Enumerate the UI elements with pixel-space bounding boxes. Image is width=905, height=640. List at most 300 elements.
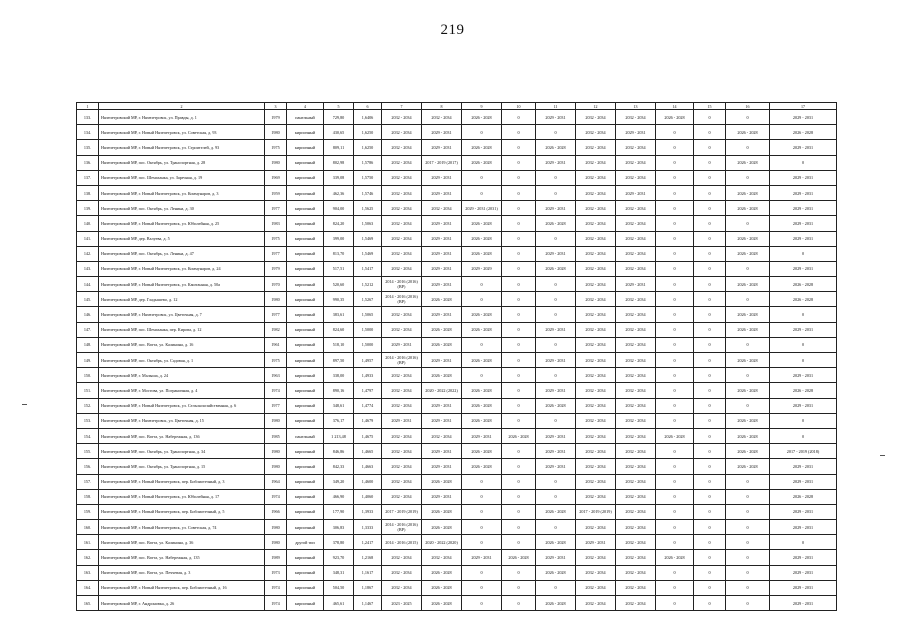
table-cell: 0	[656, 368, 694, 383]
table-cell: 2032 - 2034	[616, 520, 656, 535]
row-number-cell: 154.	[77, 428, 99, 443]
table-cell: кирпичный	[287, 155, 324, 170]
table-row	[77, 261, 837, 276]
table-cell: 0	[536, 368, 576, 383]
table-cell: 1975	[265, 353, 287, 368]
table-cell: кирпичный	[287, 216, 324, 231]
row-number-cell: 137.	[77, 170, 99, 185]
table-cell: 2029 - 2031	[770, 459, 837, 474]
table-cell: 2029 - 2031	[770, 216, 837, 231]
table-cell: 2032 - 2034	[576, 353, 616, 368]
table-cell: 2026 - 2028	[462, 444, 502, 459]
table-cell: 2032 - 2034	[616, 383, 656, 398]
table-cell: 2026 - 2028	[462, 307, 502, 322]
table-cell: 2032 - 2034	[616, 580, 656, 595]
table-cell: 2029 - 2029	[462, 261, 502, 276]
address-cell: Нязепетровский МР, г. Новый Нязепетровск, пер. Библиотечный, д. 16	[99, 580, 265, 595]
table-cell: 2032 - 2034	[616, 170, 656, 185]
table-cell: 0	[656, 261, 694, 276]
table-cell: 2014 - 2016 (2016)(ВР)	[382, 353, 422, 368]
table-cell: 842,33	[324, 459, 354, 474]
column-number-4: 4	[287, 103, 324, 110]
column-number-10: 10	[502, 103, 536, 110]
table-cell: 1977	[265, 246, 287, 261]
table-row	[77, 216, 837, 231]
table-cell: 0	[694, 459, 726, 474]
table-cell: 0	[502, 535, 536, 550]
row-number-cell: 145.	[77, 292, 99, 307]
address-cell: Нязепетровский МР, г. Малыша, д. 24	[99, 368, 265, 383]
table-cell: 2026 - 2028	[462, 231, 502, 246]
table-cell: 0	[694, 383, 726, 398]
table-cell: 2032 - 2034	[616, 110, 656, 125]
table-cell: 1,4797	[354, 383, 382, 398]
table-cell: 2026 - 2028	[770, 125, 837, 140]
table-cell: 0	[502, 261, 536, 276]
table-cell: кирпичный	[287, 261, 324, 276]
table-cell: 177,90	[324, 504, 354, 519]
table-cell: 2026 - 2028	[726, 185, 770, 200]
table-cell: 2029 - 2031	[770, 565, 837, 580]
table-cell: 1977	[265, 398, 287, 413]
table-cell: 518,10	[324, 337, 354, 352]
table-cell: 2026 - 2028	[536, 596, 576, 611]
table-cell: 2029 - 2031	[422, 398, 462, 413]
table-cell: 2026 - 2028	[422, 580, 462, 595]
table-cell: 2029 - 2031	[422, 231, 462, 246]
table-cell: 1966	[265, 504, 287, 519]
table-row	[77, 535, 837, 550]
table-cell: 1969	[265, 170, 287, 185]
table-cell: 2029 - 2031	[536, 322, 576, 337]
row-number-cell: 147.	[77, 322, 99, 337]
table-cell: 2032 - 2034	[616, 155, 656, 170]
column-number-8: 8	[422, 103, 462, 110]
table-cell: 0	[656, 246, 694, 261]
table-cell: 2032 - 2034	[576, 201, 616, 216]
table-cell: 1,2168	[354, 550, 382, 565]
address-cell: Нязепетровский МР, пос. Октябрь, ул. Ленина, д. 47	[99, 246, 265, 261]
address-cell: Нязепетровский МР, г. Новый Нязепетровск, ул. Каштанная, д. 50а	[99, 277, 265, 292]
table-cell: кирпичный	[287, 170, 324, 185]
table-cell: 1,2417	[354, 535, 382, 550]
table-cell: 2032 - 2034	[382, 459, 422, 474]
table-cell: 0	[536, 520, 576, 535]
table-cell: 0	[726, 261, 770, 276]
row-number-cell: 141.	[77, 231, 99, 246]
table-cell: 1,5746	[354, 185, 382, 200]
row-number-cell: 161.	[77, 535, 99, 550]
table-cell: 348,31	[324, 565, 354, 580]
row-number-cell: 139.	[77, 201, 99, 216]
table-cell: 2032 - 2034	[616, 140, 656, 155]
table-cell: 0	[502, 216, 536, 231]
column-number-3: 3	[265, 103, 287, 110]
table-cell: 0	[536, 125, 576, 140]
table-cell: 0	[694, 292, 726, 307]
table-cell: кирпичный	[287, 201, 324, 216]
margin-mark	[880, 455, 885, 456]
table-cell: 2029 - 2031	[770, 140, 837, 155]
table-cell: 1,5417	[354, 261, 382, 276]
table-row	[77, 246, 837, 261]
table-cell: 2026 - 2028	[462, 155, 502, 170]
table-cell: 2026 - 2028	[726, 201, 770, 216]
table-row	[77, 474, 837, 489]
table-cell: 517,51	[324, 261, 354, 276]
table-cell: 1964	[265, 474, 287, 489]
table-cell: 0	[502, 155, 536, 170]
table-cell: 349,20	[324, 474, 354, 489]
table-cell: 2032 - 2034	[382, 550, 422, 565]
table-cell: 0	[502, 444, 536, 459]
table-cell: 0	[694, 140, 726, 155]
table-cell: 2029 - 2031	[770, 550, 837, 565]
table-cell: 0	[656, 489, 694, 504]
address-cell: Нязепетровский МР, г. Нязепетровск, ул. Правды, д. 1	[99, 110, 265, 125]
table-cell: 0	[694, 307, 726, 322]
table-cell: 2026 - 2028	[422, 292, 462, 307]
table-cell: кирпичный	[287, 504, 324, 519]
table-row	[77, 353, 837, 368]
table-cell: кирпичный	[287, 444, 324, 459]
table-cell: 2032 - 2034	[616, 398, 656, 413]
table-cell: 0	[462, 489, 502, 504]
address-cell: Нязепетровский МР, пос. Шемаханка, пер. Кирова, д. 12	[99, 322, 265, 337]
address-cell: Нязепетровский МР, г. Новый Нязепетровск, ул. Юбилейная, д. 25	[99, 216, 265, 231]
row-number-cell: 153.	[77, 413, 99, 428]
column-number-14: 14	[656, 103, 694, 110]
table-cell: 306,83	[324, 520, 354, 535]
table-cell: 2026 - 2028	[656, 428, 694, 443]
table-cell: 2032 - 2034	[576, 444, 616, 459]
table-cell: 2029 - 2031	[422, 413, 462, 428]
table-cell: 0	[726, 110, 770, 125]
table-cell: 378,80	[324, 535, 354, 550]
table-cell: 0	[694, 428, 726, 443]
table-row	[77, 185, 837, 200]
row-number-cell: 136.	[77, 155, 99, 170]
column-number-15: 15	[694, 103, 726, 110]
table-cell: 0	[656, 383, 694, 398]
table-cell: 2029 - 2031	[422, 307, 462, 322]
address-cell: Нязепетровский МР, пос. Октябрь, ул. Транспортная, д. 28	[99, 155, 265, 170]
table-row	[77, 307, 837, 322]
table-row	[77, 125, 837, 140]
table-cell: 2029 - 2031	[616, 185, 656, 200]
table-cell: 2026 - 2028	[726, 277, 770, 292]
table-cell: 430,65	[324, 125, 354, 140]
table-cell: 2020 - 2022 (2020)	[422, 535, 462, 550]
address-cell: Нязепетровский МР, г. Новый Нязепетровск, ул. Коммунаров, д. 24	[99, 261, 265, 276]
table-cell: 2026 - 2028	[536, 504, 576, 519]
table-cell: 0	[536, 292, 576, 307]
table-cell: 1974	[265, 383, 287, 398]
table-cell: 1974	[265, 596, 287, 611]
table-cell: 0	[726, 398, 770, 413]
table-cell: 1,6250	[354, 140, 382, 155]
table-cell: 2032 - 2034	[576, 307, 616, 322]
table-cell: 0	[694, 368, 726, 383]
table-cell: 0	[694, 216, 726, 231]
table-cell: 0	[502, 383, 536, 398]
table-cell: 1980	[265, 292, 287, 307]
table-cell: 1975	[265, 231, 287, 246]
table-cell: 2032 - 2034	[616, 535, 656, 550]
table-cell: 1977	[265, 201, 287, 216]
table-cell: 1,3333	[354, 520, 382, 535]
column-number-17: 17	[770, 103, 837, 110]
table-cell: 2026 - 2028	[656, 550, 694, 565]
table-cell: 0	[694, 565, 726, 580]
table-cell: 2026 - 2028	[770, 489, 837, 504]
address-cell: Нязепетровский МР, г. Новый Нязепетровск, пер. Библиотечный, д. 5	[99, 504, 265, 519]
address-cell: Нязепетровский МР, дер. Гладышево, д. 12	[99, 292, 265, 307]
table-cell: 0	[694, 596, 726, 611]
table-cell: 2029 - 2031	[462, 550, 502, 565]
table-cell: 2026 - 2028	[536, 398, 576, 413]
table-cell: 2026 - 2028	[422, 368, 462, 383]
table-cell: 2029 - 2031	[536, 459, 576, 474]
table-cell: 2032 - 2034	[382, 368, 422, 383]
address-cell: Нязепетровский МР, пос. Ватта, ул. Калинина, д. 36	[99, 535, 265, 550]
column-number-11: 11	[536, 103, 576, 110]
row-number-cell: 158.	[77, 489, 99, 504]
table-cell: 2032 - 2034	[616, 550, 656, 565]
table-cell: 0	[694, 489, 726, 504]
table-cell: 1,4663	[354, 459, 382, 474]
housing-register-table	[76, 102, 837, 611]
address-cell: Нязепетровский МР, г. Нязепетровск, ул. Цветочная, д. 15	[99, 413, 265, 428]
table-cell: 2026 - 2028	[656, 110, 694, 125]
table-cell: 2032 - 2034	[422, 550, 462, 565]
table-cell: 2029 - 2031	[422, 444, 462, 459]
table-cell: 0	[770, 246, 837, 261]
table-cell: 2032 - 2034	[382, 231, 422, 246]
table-cell: 1974	[265, 489, 287, 504]
table-cell: 1,5469	[354, 246, 382, 261]
table-cell: 1973	[265, 565, 287, 580]
table-cell: 0	[536, 307, 576, 322]
row-number-cell: 149.	[77, 353, 99, 368]
table-cell: 0	[726, 535, 770, 550]
table-cell: 0	[462, 535, 502, 550]
table-cell: 2017 - 2019 (2019)	[382, 504, 422, 519]
table-cell: 2032 - 2034	[616, 337, 656, 352]
table-cell: 813,70	[324, 246, 354, 261]
table-cell: 0	[770, 307, 837, 322]
row-number-cell: 143.	[77, 261, 99, 276]
table-cell: 0	[694, 261, 726, 276]
table-cell: 2029 - 2031	[382, 337, 422, 352]
table-cell: 2029 - 2031	[770, 474, 837, 489]
table-cell: кирпичный	[287, 383, 324, 398]
table-cell: 0	[502, 474, 536, 489]
table-cell: 0	[502, 277, 536, 292]
table-cell: 0	[536, 277, 576, 292]
table-cell: 2026 - 2028	[536, 261, 576, 276]
table-cell: 0	[656, 307, 694, 322]
table-cell: 846,86	[324, 444, 354, 459]
row-number-cell: 135.	[77, 140, 99, 155]
table-cell: 1985	[265, 428, 287, 443]
table-cell: 0	[462, 596, 502, 611]
table-cell: 2032 - 2034	[576, 292, 616, 307]
table-cell: 2032 - 2034	[382, 216, 422, 231]
table-cell: 0	[502, 368, 536, 383]
table-row	[77, 504, 837, 519]
table-cell: 2029 - 2031	[536, 428, 576, 443]
table-cell: 2032 - 2034	[576, 474, 616, 489]
table-cell: 2026 - 2028	[726, 444, 770, 459]
table-cell: 904,00	[324, 201, 354, 216]
table-cell: 2032 - 2034	[382, 580, 422, 595]
table-cell: 2032 - 2034	[576, 596, 616, 611]
table-cell: 1,5750	[354, 170, 382, 185]
margin-mark	[22, 404, 27, 405]
table-cell: 2032 - 2034	[576, 185, 616, 200]
table-cell: 2032 - 2034	[616, 292, 656, 307]
table-cell: 2032 - 2034	[616, 413, 656, 428]
table-cell: 0	[462, 580, 502, 595]
table-cell: 2026 - 2028	[770, 383, 837, 398]
table-cell: 1,4679	[354, 413, 382, 428]
table-cell: 0	[656, 459, 694, 474]
address-cell: Нязепетровский МР, пос. Октябрь, ул. Ленина, д. 30	[99, 201, 265, 216]
table-cell: 2032 - 2034	[576, 246, 616, 261]
table-cell: 2032 - 2034	[616, 322, 656, 337]
table-cell: 2026 - 2028	[502, 428, 536, 443]
table-cell: 0	[462, 170, 502, 185]
table-cell: 0	[656, 277, 694, 292]
table-cell: 2032 - 2034	[382, 155, 422, 170]
table-cell: 1,5212	[354, 277, 382, 292]
table-cell: 2029 - 2031	[536, 201, 576, 216]
table-cell: 2029 - 2031	[770, 398, 837, 413]
row-number-cell: 138.	[77, 185, 99, 200]
table-cell: 0	[536, 489, 576, 504]
table-cell: 2026 - 2028	[422, 474, 462, 489]
table-cell: 2029 - 2031	[422, 459, 462, 474]
table-cell: 2032 - 2034	[576, 398, 616, 413]
table-cell: 0	[502, 246, 536, 261]
table-cell: 2029 - 2031	[770, 322, 837, 337]
table-cell: 2029 - 2031	[616, 277, 656, 292]
table-cell: 2014 - 2016 (2016)(ВР)	[382, 292, 422, 307]
table-row	[77, 337, 837, 352]
table-cell: 2029 - 2031	[462, 428, 502, 443]
table-cell: 2026 - 2028	[422, 322, 462, 337]
table-cell: кирпичный	[287, 474, 324, 489]
table-cell: 2032 - 2034	[576, 216, 616, 231]
table-cell: 2032 - 2034	[576, 580, 616, 595]
table-cell: 1,5000	[354, 337, 382, 352]
table-cell: 1980	[265, 155, 287, 170]
table-row	[77, 428, 837, 443]
table-cell: 1980	[265, 444, 287, 459]
table-cell: 0	[502, 307, 536, 322]
table-cell: 1980	[265, 413, 287, 428]
table-row	[77, 170, 837, 185]
table-cell: 2032 - 2034	[616, 368, 656, 383]
table-cell: 990,35	[324, 292, 354, 307]
table-cell: 0	[536, 337, 576, 352]
table-cell: панельный	[287, 110, 324, 125]
table-cell: 2029 - 2031	[382, 413, 422, 428]
table-cell: 0	[502, 292, 536, 307]
table-cell: 0	[694, 246, 726, 261]
table-cell: 0	[462, 277, 502, 292]
table-cell: 466,90	[324, 489, 354, 504]
table-cell: 2029 - 2031	[536, 353, 576, 368]
table-cell: 1,4933	[354, 368, 382, 383]
table-cell: 2032 - 2034	[616, 596, 656, 611]
table-cell: 1,5063	[354, 216, 382, 231]
table-cell: 338,00	[324, 368, 354, 383]
table-cell: кирпичный	[287, 353, 324, 368]
table-cell: 0	[536, 170, 576, 185]
table-cell: 0	[694, 474, 726, 489]
table-cell: 2026 - 2028	[422, 565, 462, 580]
table-cell: 2029 - 2031	[616, 125, 656, 140]
table-cell: 2032 - 2034	[576, 170, 616, 185]
table-cell: 1,5469	[354, 231, 382, 246]
table-cell: 2029 - 2031	[770, 520, 837, 535]
table-cell: 0	[656, 353, 694, 368]
address-cell: Нязепетровский МР, г. Новый Нязепетровск, ул. Советская, д. 93	[99, 125, 265, 140]
table-cell: 2026 - 2028	[726, 155, 770, 170]
table-cell: 1,1617	[354, 565, 382, 580]
table-cell: 0	[656, 413, 694, 428]
table-cell: 824,20	[324, 216, 354, 231]
table-cell: 1975	[265, 140, 287, 155]
address-cell: Нязепетровский МР, дер. Валуева, д. 5	[99, 231, 265, 246]
table-cell: кирпичный	[287, 322, 324, 337]
table-cell: кирпичный	[287, 337, 324, 352]
table-cell: 2026 - 2028	[422, 520, 462, 535]
table-cell: 2014 - 2016 (2016)(ВР)	[382, 520, 422, 535]
table-cell: 2029 - 2031	[422, 353, 462, 368]
address-cell: Нязепетровский МР, г. Новый Нязепетровск, ул. Сельскохозяйственная, д. 6	[99, 398, 265, 413]
table-cell: кирпичный	[287, 231, 324, 246]
table-cell: 2029 - 2031	[770, 231, 837, 246]
table-cell: 1970	[265, 277, 287, 292]
table-cell: 0	[502, 337, 536, 352]
column-number-1: 1	[77, 103, 99, 110]
table-cell: 2029 - 2031	[536, 444, 576, 459]
table-cell: кирпичный	[287, 413, 324, 428]
table-cell: 0	[726, 216, 770, 231]
table-cell: 0	[502, 398, 536, 413]
table-cell: 2026 - 2028	[726, 307, 770, 322]
table-cell: 0	[726, 550, 770, 565]
table-cell: 0	[770, 428, 837, 443]
table-cell: 1980	[265, 125, 287, 140]
table-cell: 2032 - 2034	[382, 307, 422, 322]
row-number-cell: 151.	[77, 383, 99, 398]
table-cell: 1980	[265, 535, 287, 550]
row-number-cell: 134.	[77, 125, 99, 140]
table-row	[77, 383, 837, 398]
row-number-cell: 144.	[77, 277, 99, 292]
table-cell: 0	[726, 140, 770, 155]
table-cell: 2032 - 2034	[576, 565, 616, 580]
table-cell: 504,50	[324, 580, 354, 595]
table-cell: 0	[694, 337, 726, 352]
table-cell: 2026 - 2028	[462, 413, 502, 428]
table-row	[77, 489, 837, 504]
table-cell: 0	[694, 580, 726, 595]
